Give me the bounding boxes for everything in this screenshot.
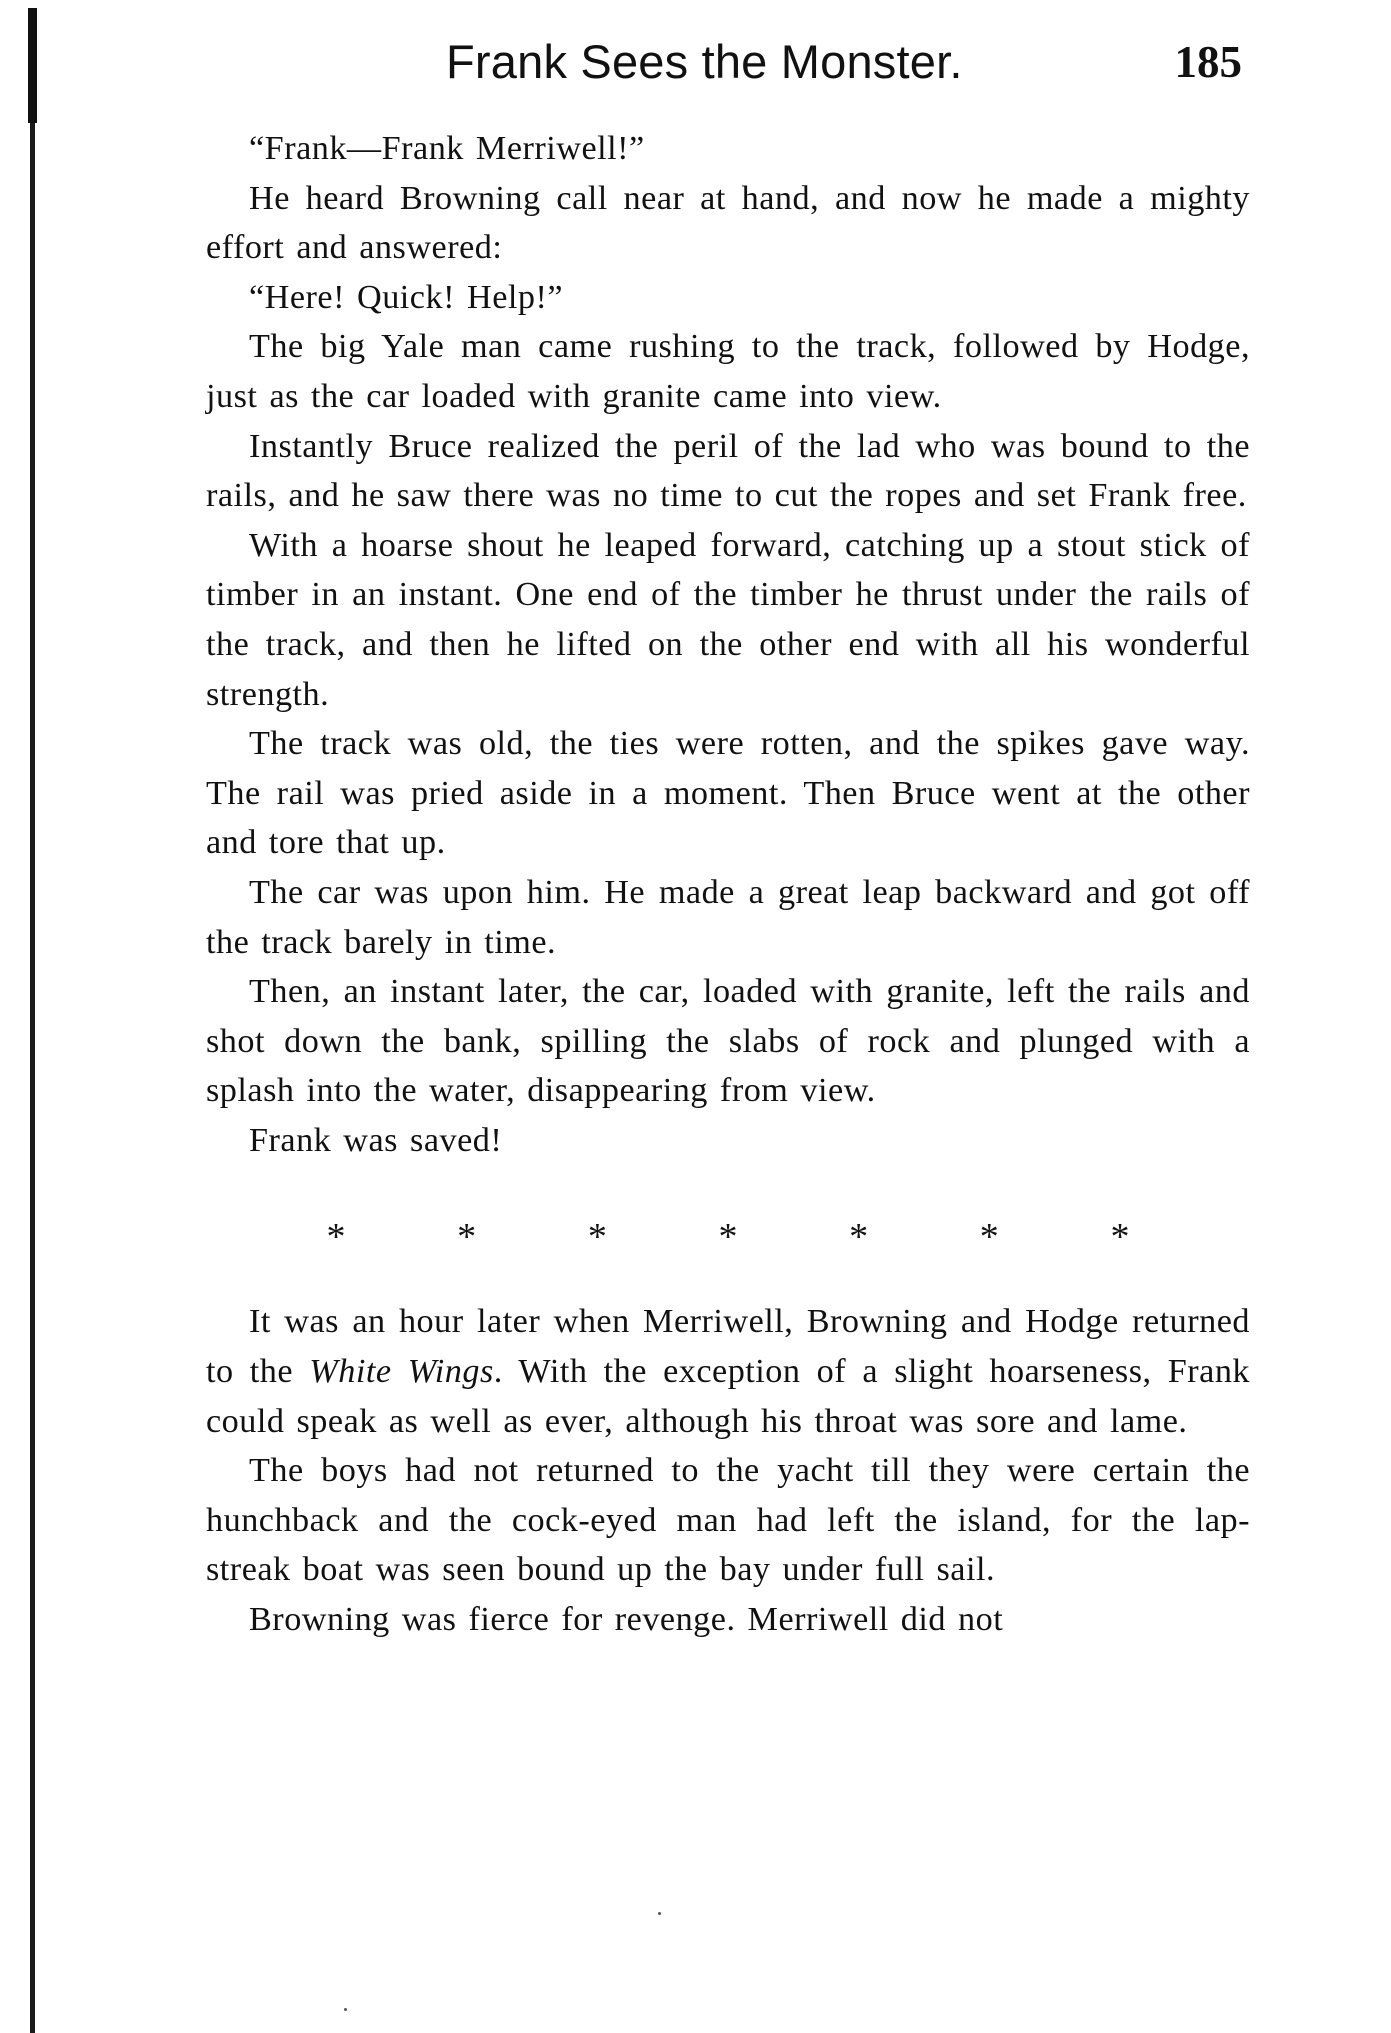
asterisk: * (718, 1216, 738, 1259)
asterisk: * (979, 1216, 999, 1259)
page-binding-shadow (28, 8, 37, 123)
paragraph: The big Yale man came rushing to the track, followed by Hodge, just as the car loaded with granite came into view. (206, 328, 1250, 415)
paragraph: The track was old, the ties were rotten, and the spikes gave way. The rail was pried aside in a moment. Then Bruce went at the other and tore that up. (206, 725, 1250, 862)
paragraph: He heard Browning call near at hand, and now he made a mighty effort and answered: (206, 179, 1250, 267)
paragraph: “Frank—Frank Merriwell!” (249, 130, 645, 167)
page-header (206, 30, 1250, 100)
asterisk: * (587, 1216, 607, 1259)
page-number: 185 (1174, 37, 1242, 87)
paragraph: Then, an instant later, the car, loaded with granite, left the rails and shot down the bank, spilling the slabs of rock and plunged with a splash into the water, disappearing from view. (206, 973, 1250, 1110)
paragraph: The car was upon him. He made a great leap backward and got off the track barely in time. (206, 873, 1250, 961)
paragraph: Frank was saved! (249, 1121, 503, 1159)
yacht-name: White Wings (309, 1353, 494, 1391)
paragraph: Browning was fierce for revenge. Merriwell did not (249, 1601, 1004, 1639)
paragraph-text: It was an hour later when Merriwell, Browning and Hodge returned to the (206, 1303, 1250, 1391)
paragraph: The boys had not returned to the yacht till they were certain the hunchback and the cock-eyed man had left the island, for the lap-streak boat was seen bound up the bay under full sail. (206, 1452, 1250, 1589)
running-head: Frank Sees the Monster. (446, 35, 963, 88)
asterisk: * (1110, 1216, 1130, 1259)
section-break-asterisks (326, 1212, 1130, 1262)
print-speck (658, 1912, 661, 1915)
asterisk: * (457, 1216, 477, 1259)
paragraph: “Here! Quick! Help!” (249, 278, 564, 316)
asterisk: * (326, 1216, 346, 1259)
page-binding-edge (30, 8, 35, 2033)
asterisk: * (849, 1216, 869, 1259)
paragraph: Instantly Bruce realized the peril of the lad who was bound to the rails, and he saw there was no time to cut the ropes and set Frank free. (206, 427, 1250, 515)
paragraph-text: . With the exception of a slight hoarseness, Frank could speak as well as ever, although his throat was sore and lame. (206, 1353, 1251, 1440)
paragraph: With a hoarse shout he leaped forward, catching up a stout stick of timber in an instant. One end of the timber he thrust under the rails of the track, and then he lifted on the other end with all his wonderful strength. (206, 526, 1250, 713)
print-speck (344, 2008, 347, 2011)
body-text (206, 124, 1250, 1645)
paragraph (206, 1297, 1250, 1446)
